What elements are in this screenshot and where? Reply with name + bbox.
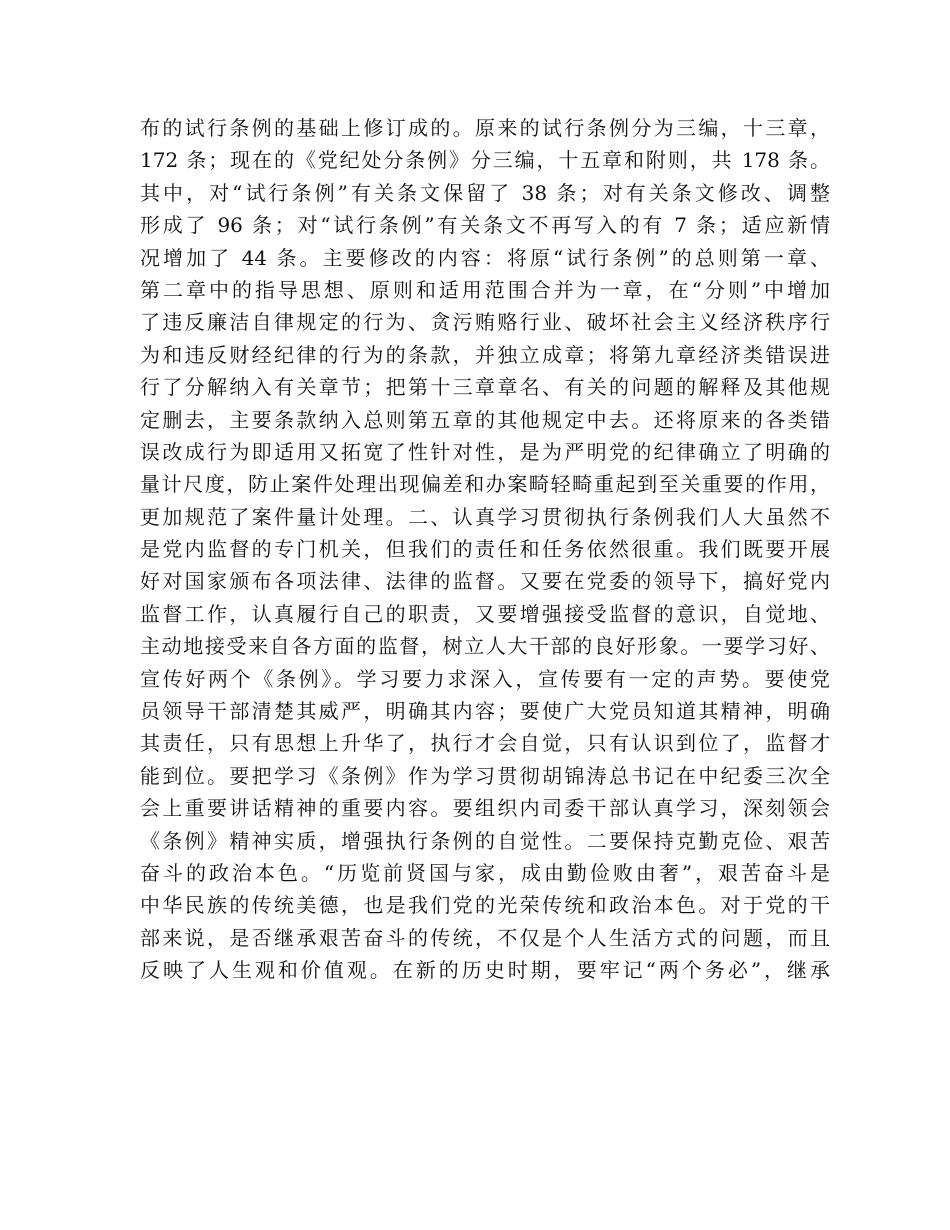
text-line: 况增加了 44 条。主要修改的内容：将原“试行条例”的总则第一章、	[140, 245, 830, 270]
text-line: 误改成行为即适用又拓宽了性针对性，是为严明党的纪律确立了明确的	[140, 439, 830, 464]
text-line: 为和违反财经纪律的行为的条款，并独立成章；将第九章经济类错误进	[140, 342, 830, 367]
text-line: 会上重要讲话精神的重要内容。要组织内司委干部认真学习，深刻领会	[140, 796, 830, 821]
text-line: 好对国家颁布各项法律、法律的监督。又要在党委的领导下，搞好党内	[140, 569, 830, 594]
text-line: 定删去，主要条款纳入总则第五章的其他规定中去。还将原来的各类错	[140, 407, 830, 432]
text-line: 量计尺度，防止案件处理出现偏差和办案畸轻畸重起到至关重要的作用，	[140, 472, 830, 497]
text-line: 中华民族的传统美德，也是我们党的光荣传统和政治本色。对于党的干	[140, 893, 830, 918]
text-line: 其责任，只有思想上升华了，执行才会自觉，只有认识到位了，监督才	[140, 731, 830, 756]
text-line: 172 条；现在的《党纪处分条例》分三编，十五章和附则，共 178 条。	[140, 148, 830, 173]
body-text	[140, 112, 830, 987]
text-line: 形成了 96 条；对“试行条例”有关条文不再写入的有 7 条；适应新情	[140, 213, 830, 238]
text-line: 更加规范了案件量计处理。二、认真学习贯彻执行条例我们人大虽然不	[140, 504, 830, 529]
text-line: 其中，对“试行条例”有关条文保留了 38 条；对有关条文修改、调整	[140, 180, 830, 205]
text-line: 第二章中的指导思想、原则和适用范围合并为一章，在“分则”中增加	[140, 277, 830, 302]
text-line: 能到位。要把学习《条例》作为学习贯彻胡锦涛总书记在中纪委三次全	[140, 763, 830, 788]
text-line: 反映了人生观和价值观。在新的历史时期，要牢记“两个务必”，继承	[140, 958, 830, 983]
text-line: 宣传好两个《条例》。学习要力求深入，宣传要有一定的声势。要使党	[140, 666, 830, 691]
text-line: 部来说，是否继承艰苦奋斗的传统，不仅是个人生活方式的问题，而且	[140, 925, 830, 950]
text-line: 是党内监督的专门机关，但我们的责任和任务依然很重。我们既要开展	[140, 537, 830, 562]
text-line: 布的试行条例的基础上修订成的。原来的试行条例分为三编，十三章，	[140, 116, 830, 140]
text-line: 员领导干部清楚其威严，明确其内容；要使广大党员知道其精神，明确	[140, 699, 830, 724]
text-line: 《条例》精神实质，增强执行条例的自觉性。二要保持克勤克俭、艰苦	[140, 828, 830, 853]
text-line: 了违反廉洁自律规定的行为、贪污贿赂行业、破坏社会主义经济秩序行	[140, 310, 830, 335]
text-line: 主动地接受来自各方面的监督，树立人大干部的良好形象。一要学习好、	[140, 634, 830, 659]
text-line: 奋斗的政治本色。“历览前贤国与家，成由勤俭败由奢”，艰苦奋斗是	[140, 860, 830, 885]
text-line: 监督工作，认真履行自己的职责，又要增强接受监督的意识，自觉地、	[140, 601, 830, 626]
text-line: 行了分解纳入有关章节；把第十三章章名、有关的问题的解释及其他规	[140, 375, 830, 400]
